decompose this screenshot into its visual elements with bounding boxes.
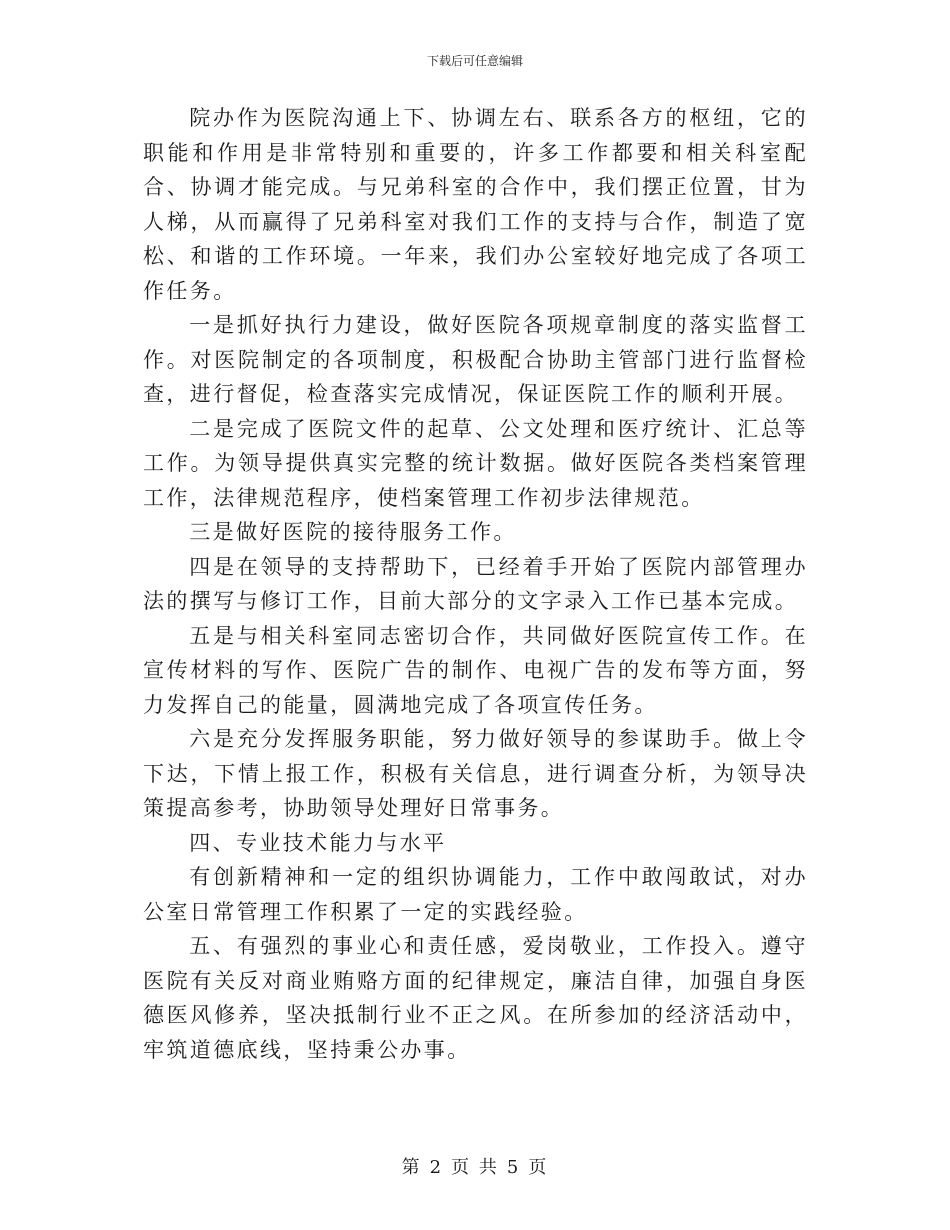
paragraph: 有创新精神和一定的组织协调能力，工作中敢闯敢试，对办公室日常管理工作积累了一定的实践经验。 <box>143 865 808 924</box>
footer-prefix: 第 <box>401 1157 422 1178</box>
paragraph: 二是完成了医院文件的起草、公文处理和医疗统计、汇总等工作。为领导提供真实完整的统计数据。做好医院各类档案管理工作，法律规范程序，使档案管理工作初步法律规范。 <box>143 416 808 510</box>
paragraph: 一是抓好执行力建设，做好医院各项规章制度的落实监督工作。对医院制定的各项制度，积极配合协助主管部门进行监督检查，进行督促，检查落实完成情况，保证医院工作的顺利开展。 <box>143 313 808 406</box>
footer-total-pages: 5 <box>506 1157 521 1178</box>
paragraph: 四是在领导的支持帮助下，已经着手开始了医院内部管理办法的撰写与修订工作，目前大部分的文字录入工作已基本完成。 <box>143 554 808 613</box>
paragraph: 三是做好医院的接待服务工作。 <box>189 520 517 544</box>
section-heading: 四、专业技术能力与水平 <box>189 830 447 855</box>
page-footer <box>0 1153 950 1179</box>
page-header-note: 下载后可任意编辑 <box>426 54 523 68</box>
footer-current-page: 2 <box>429 1157 444 1178</box>
paragraph: 院办作为医院沟通上下、协调左右、联系各方的枢纽，它的职能和作用是非常特别和重要的，许多工作都要和相关科室配合、协调才能完成。与兄弟科室的合作中，我们摆正位置，甘为人梯，从而赢得了兄弟科室对我们工作的支持与合作，制造了宽松、和谐的工作环境。一年来，我们办公室较好地完成了各项工作任务。 <box>143 106 808 303</box>
paragraph: 五、有强烈的事业心和责任感，爱岗敬业，工作投入。遵守医院有关反对商业贿赂方面的纪律规定，廉洁自律，加强自身医德医风修养，坚决抵制行业不正之风。在所参加的经济活动中，牢筑道德底线，坚持秉公办事。 <box>143 934 808 1062</box>
footer-middle: 页 共 <box>451 1157 499 1178</box>
paragraph: 五是与相关科室同志密切合作，共同做好医院宣传工作。在宣传材料的写作、医院广告的制作、电视广告的发布等方面，努力发挥自己的能量，圆满地完成了各项宣传任务。 <box>143 623 808 717</box>
document-body <box>143 101 808 1067</box>
footer-suffix: 页 <box>528 1157 549 1178</box>
paragraph: 六是充分发挥服务职能，努力做好领导的参谋助手。做上令下达，下情上报工作，积极有关信息，进行调查分析，为领导决策提高参考，协助领导处理好日常事务。 <box>143 727 808 820</box>
